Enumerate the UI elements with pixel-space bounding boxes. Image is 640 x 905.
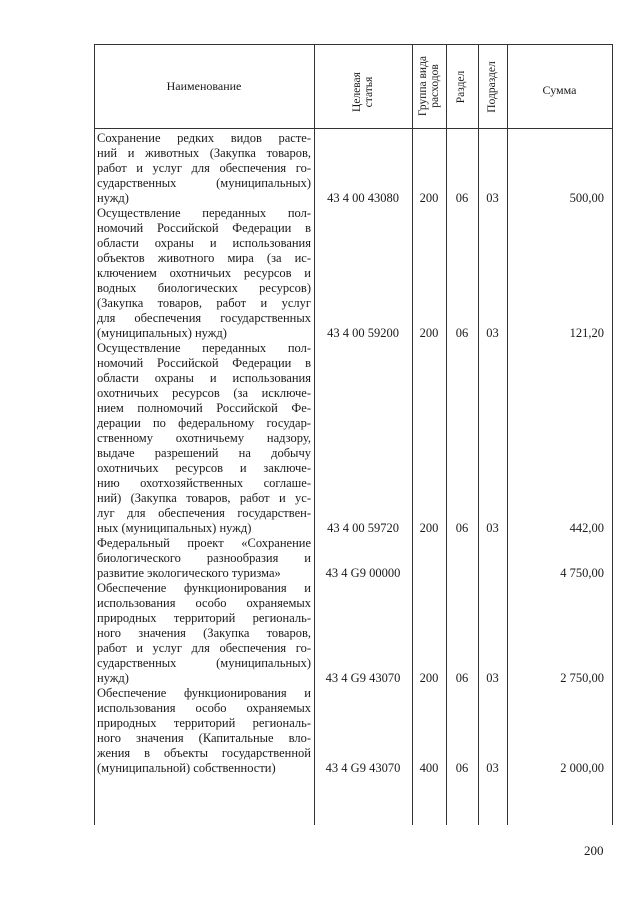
row-expense-group: 400 [419,761,439,775]
row-sum: 121,20 [569,326,604,340]
row-name-line: ных (муниципальных) нужд) [97,521,252,535]
header-subsection: Подраздел [486,61,498,113]
row-name-line: работ и услуг для обеспечения го- [97,161,311,175]
header-expense-group [417,35,441,137]
header-group-line-2: расходов [429,64,441,108]
header-section: Раздел [455,70,467,104]
row-target-article: 43 4 00 43080 [327,191,399,205]
row-sum: 500,00 [569,191,604,205]
row-name-line: биологического разнообразия и [97,551,311,565]
header-target-article [351,42,375,142]
row-name-line: нию охотхозяйственных соглаше- [97,476,311,490]
row-name-line: Федеральный проект «Сохранение [97,536,311,550]
row-name-line: Осуществление переданных пол- [97,206,311,220]
row-name-line: номочий Российской Федерации в [97,221,311,235]
row-expense-group: 200 [419,671,439,685]
row-name-line: области охраны и использования [97,236,311,250]
row-target-article: 43 4 G9 00000 [325,566,401,580]
column-divider [446,44,447,825]
row-sum: 2 750,00 [560,671,604,685]
row-subsection: 03 [486,521,499,535]
row-section: 06 [455,191,469,205]
row-name-line: охотничьих ресурсов и заключе- [97,461,311,475]
row-name-line: для обеспечения государственных [97,311,311,325]
column-divider [507,44,508,825]
row-name-line: выдаче разрешений на добычу [97,446,311,460]
row-subsection: 03 [486,191,499,205]
row-name-line: развитие экологического туризма» [97,566,281,580]
row-name-line: охотничьих ресурсов (за исключе- [97,386,311,400]
row-section: 06 [455,671,469,685]
row-expense-group: 200 [419,326,439,340]
column-divider [478,44,479,825]
row-expense-group: 200 [419,191,439,205]
row-name-line: ний и животных (Закупка товаров, [97,146,311,160]
row-sum: 2 000,00 [560,761,604,775]
row-name-line: (муниципальных) нужд) [97,326,227,340]
row-name-line: ственному охотничьему надзору, [97,431,311,445]
row-name-line: дерации по федеральному государ- [97,416,311,430]
page-number: 200 [584,843,604,858]
row-name-line: номочий Российской Федерации в [97,356,311,370]
row-name-line: нием полномочий Российской Фе- [97,401,311,415]
row-subsection: 03 [486,761,499,775]
header-target-line-2: статья [363,76,375,108]
row-name-line: Обеспечение функционирования и [97,686,311,700]
row-section: 06 [455,326,469,340]
row-name-line: объектов животного мира (за ис- [97,251,311,265]
header-name: Наименование [166,79,242,93]
column-divider [314,44,315,825]
row-section: 06 [455,761,469,775]
table-border-left [94,44,95,825]
table-border-right [612,44,613,825]
row-name-line: Сохранение редких видов расте- [97,131,311,145]
row-sum: 4 750,00 [560,566,604,580]
row-target-article: 43 4 00 59200 [327,326,399,340]
row-name-line: (Закупка товаров, работ и услуг [97,296,311,310]
row-name-line: использования особо охраняемых [97,596,311,610]
row-name-line: области охраны и использования [97,371,311,385]
row-sum: 442,00 [569,521,604,535]
row-name-line: луг для обеспечения государствен- [97,506,311,520]
column-divider [412,44,413,825]
row-name-line: использования особо охраняемых [97,701,311,715]
row-target-article: 43 4 00 59720 [327,521,399,535]
row-subsection: 03 [486,326,499,340]
row-name-line: природных территорий региональ- [97,611,311,625]
row-name-line: Обеспечение функционирования и [97,581,311,595]
row-name-line: работ и услуг для обеспечения го- [97,641,311,655]
header-target-line-1: Целевая [351,72,363,112]
row-name-line: сударственных (муниципальных) [97,176,311,190]
row-name-line: Осуществление переданных пол- [97,341,311,355]
row-subsection: 03 [486,671,499,685]
row-name-line: ного значения (Закупка товаров, [97,626,311,640]
row-name-line: нужд) [97,671,129,685]
header-sum: Сумма [542,83,577,97]
row-name-line: нужд) [97,191,129,205]
row-target-article: 43 4 G9 43070 [325,761,401,775]
row-name-line: ного значения (Капитальные вло- [97,731,311,745]
row-target-article: 43 4 G9 43070 [325,671,401,685]
row-expense-group: 200 [419,521,439,535]
row-name-line: природных территорий региональ- [97,716,311,730]
row-name-line: (муниципальной) собственности) [97,761,276,775]
row-name-line: ний) (Закупка товаров, работ и ус- [97,491,311,505]
row-section: 06 [455,521,469,535]
header-group-line-1: Группа вида [417,55,429,117]
row-name-line: водных биологических ресурсов) [97,281,311,295]
row-name-line: сударственных (муниципальных) [97,656,311,670]
row-name-line: ключением охотничьих ресурсов и [97,266,311,280]
row-name-line: жения в объекты государственной [97,746,311,760]
